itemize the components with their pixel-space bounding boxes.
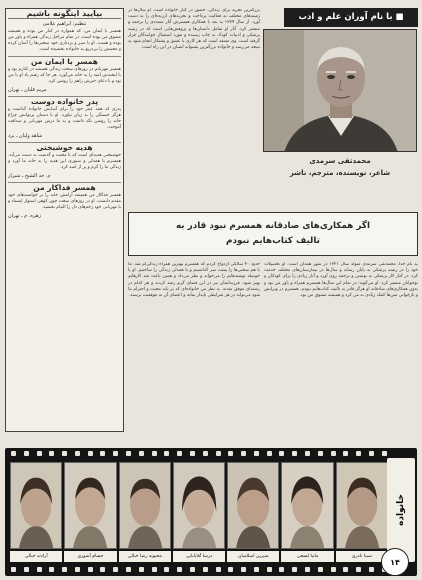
magazine-logo (387, 458, 415, 562)
poem-author: زهره. م ـ تهران (8, 213, 41, 219)
author-portrait (263, 29, 417, 152)
poem-author: مریم قلیان ـ تهران (8, 87, 47, 93)
article-column: به نام خدا. محمدتقی سرمدی متولد سال ۱۳۲۱ در شهر همدان است. او تحصیلات خود را در رشته پزشکی به پایان رساند و سال‌ها در بیمارستان‌های مختلف خدمت کرد. در کنار کار پزشکی به نوشتن و ترجمه روی آورد و آثار زیادی را برای کودکان و نوجوانان منتشر کرد. او می‌گوید: در تمام این سال‌ها همسرم همراه و یاور من بود و بدون همکاری‌های صادقانه او هرگز قادر به تالیف کتاب‌هایم نبودم. همسرم در ویرایش و بازخوانی متن‌ها کمک زیادی به من کرد و همیشه مشوق من بود. (264, 262, 418, 299)
child-name: محبوبه رضا خیالی (119, 551, 171, 562)
magazine-logo-text: خانواده (396, 494, 406, 526)
child-name: حسام آشوری (64, 551, 116, 562)
poem-title: پدر خانواده دوست (8, 96, 121, 105)
page-number: ۱۴ (381, 548, 409, 576)
poem-title: هدیه خوشبختی (8, 142, 121, 151)
child-name: سینا نادری (336, 551, 388, 562)
child-frame (173, 462, 225, 562)
child-photo (119, 462, 171, 549)
pull-quote (128, 212, 418, 256)
child-frame (10, 462, 62, 562)
section-bullet-icon: ■ (392, 12, 404, 22)
child-frame (336, 462, 388, 562)
left-column-header: بیایید اینگونه باشیم (8, 11, 121, 19)
left-column-intro: همسر با ایمان من، که همواره در کنار من بوده و همیشه مشوق من بوده است، در تمام مراحل زندگی همراه و یاور من بوده و هست. او با صبر و بردباری خود سختی‌ها را آسان کرده و محبتش را بی‌دریغ به خانواده بخشیده است. (8, 29, 121, 52)
portrait-role: شاعر، نویسنده، مترجم، ناشر (289, 169, 391, 177)
portrait-illustration (264, 30, 417, 152)
child-photo (227, 462, 279, 549)
child-name: درسا آقابابایی (173, 551, 225, 562)
section-title: با نام آوران علم و ادب (298, 12, 393, 22)
section-title-bar (284, 8, 418, 27)
left-column-subheader: تنظیم: ابراهیم غلامی (42, 21, 87, 27)
poem-body: خوشبختی هدیه‌ای است که با محبت و گذشت به دست می‌آید. همسرم با همدلی و صبوری این هدیه را به خانه ما آورد و زندگی ما را گرم و پر از امید کرد. (8, 153, 121, 170)
film-holes-top (11, 451, 387, 457)
poem-title: همسر با ایمان من (8, 56, 121, 65)
pull-quote-line: تالیف کتاب‌هایم نبودم (226, 236, 320, 246)
photo-frames (10, 462, 388, 562)
child-frame (64, 462, 116, 562)
child-frame (281, 462, 333, 562)
poem-author: شاهد ولیان ـ یزد (8, 133, 43, 139)
poem-body: همسر فداکار من همیشه آرامش خانه را بر خواسته‌های خود مقدم دانست. او در روزهای سخت چون کوهی استوار ایستاد و با مهربانی خود زخم‌های دل را التیام بخشید. (8, 193, 121, 210)
child-photo (173, 462, 225, 549)
child-frame (227, 462, 279, 562)
children-film-strip (5, 448, 417, 576)
intro-text: بزرگترین تجربه برای زندگی، حضور در کنار خانواده است. او سال‌ها در زمینه‌های مختلف به فعالیت پرداخت و تجربه‌های ارزنده‌ای را به دست آورد. از سال ۱۳۷۹ به بعد با همکاری همسرش آثار متعددی را ترجمه و منتشر کرد. آثار او شامل داستان‌ها و پژوهش‌هایی است که در زمینه پزشکی و ادبیات کودک به چاپ رسیده و مورد استقبال خوانندگان قرار گرفته است. وی معتقد است که هر کاری با عشق و پشتکار انجام شود به نتیجه می‌رسد و خانواده بزرگترین پشتوانه انسان در این راه است. (128, 8, 260, 51)
child-photo (336, 462, 388, 549)
child-frame (119, 462, 171, 562)
pull-quote-line: اگر همکاری‌های صادقانه همسرم نبود قادر به (175, 221, 371, 231)
poem-author: م. جد الشیخ ـ شیراز (8, 173, 51, 179)
poem-title: همسر فداکار من (8, 182, 121, 191)
poem-body: پدری که همه عمر خود را برای آسایش خانواده گذاشت و هرگز خستگی را به زبان نیاورد. او با دستان پرتوانش چراغ خانه را روشن نگه داشت و به ما درس مهربانی و صداقت آموخت. (8, 107, 121, 130)
left-column (5, 8, 124, 432)
child-name: شیرین اسلامیان (227, 551, 279, 562)
portrait-name: محمدتقی سرمدی (309, 157, 371, 165)
child-photo (10, 462, 62, 549)
poem-body: همسر مهربانم در روزهای سخت زندگی همیشه در کنارم بود و با لبخندش امید را به خانه می‌آورد. هر جا که رفتم یاد او با من بود و با دعای خیرش راهم را روشن کرد. (8, 67, 121, 84)
child-photo (64, 462, 116, 549)
child-name: مانیا لسجی (281, 551, 333, 562)
portrait-caption (263, 155, 417, 191)
child-name: آرادنه خیالی (10, 551, 62, 562)
article-column: حدود ۴۰ سالگی ازدواج کردم که همسرم بهترین همراه زندگی‌ام شد. ما با هم سختی‌ها را پشت سر گذاشتیم و با همدلی زندگی را ساختیم. او با حوصله نوشته‌هایم را می‌خواند و نظر می‌داد و همین باعث شد کارهایم بهتر شود. فرزندانمان نیز در این فضای گرم رشد کردند و هر کدام در رشته‌ای موفق شدند. به نظر من خانواده‌ای که بر پایه محبت و احترام بنا شود می‌تواند در هر شرایطی پایدار بماند و اعضای آن به موفقیت برسند. (128, 262, 260, 299)
film-holes-bottom (11, 567, 387, 573)
child-photo (281, 462, 333, 549)
